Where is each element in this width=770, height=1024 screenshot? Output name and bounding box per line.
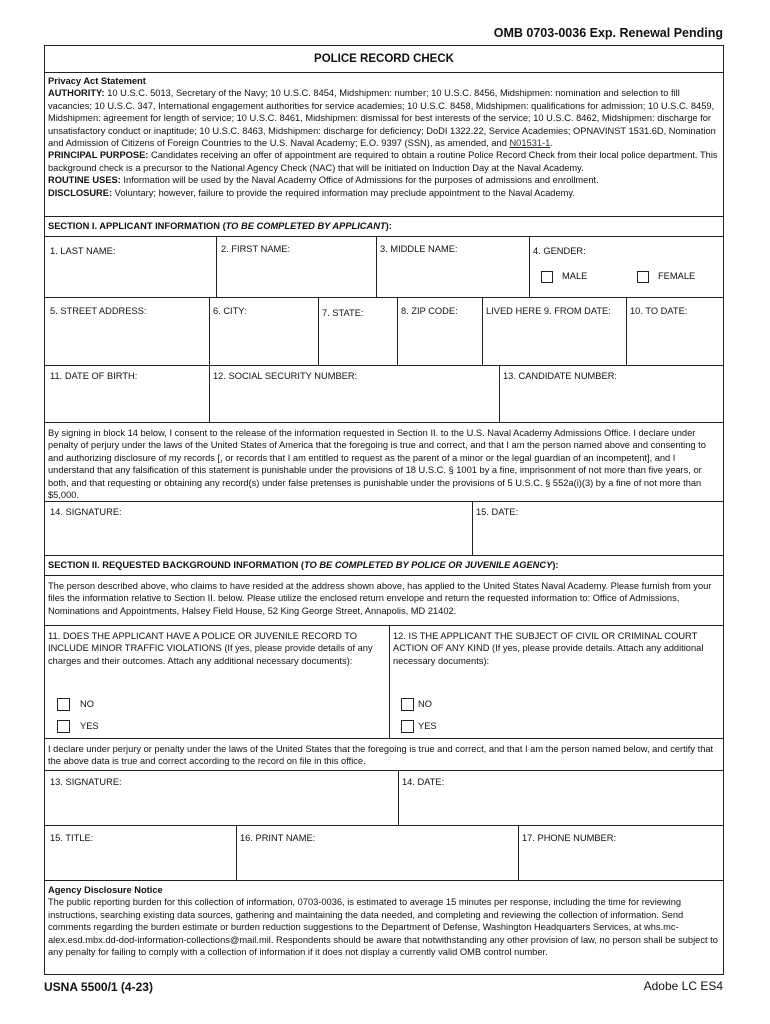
purpose-paragraph: PRINCIPAL PURPOSE: Candidates receiving an offer of appointment are required to obtain a routine Police Record Check from their local police department. This background check is a precursor to the National Agency Check (NAC) that will be initiated on Induction Day at the Naval Academy. [48, 150, 718, 173]
print-name-label: 16. PRINT NAME: [240, 833, 316, 843]
q11-yes-checkbox[interactable] [57, 720, 70, 733]
candidate-number-label: 13. CANDIDATE NUMBER: [503, 371, 617, 381]
q11-no-checkbox[interactable] [57, 698, 70, 711]
female-checkbox[interactable] [637, 271, 649, 283]
q12-yes-checkbox[interactable] [401, 720, 414, 733]
male-label: MALE [562, 271, 588, 281]
privacy-statement [48, 75, 719, 199]
first-name-label: 2. FIRST NAME: [221, 244, 291, 254]
agency-date-label: 14. DATE: [402, 777, 445, 787]
gender-label: 4. GENDER: [533, 246, 586, 256]
female-label: FEMALE [658, 271, 696, 281]
section1-heading: SECTION I. APPLICANT INFORMATION (TO BE COMPLETED BY APPLICANT): [48, 221, 392, 231]
q11-yes-label: YES [80, 721, 99, 731]
state-label: 7. STATE: [322, 308, 364, 318]
section2-intro: The person described above, who claims to have resided at the address shown above, has applied to the United States Naval Academy. Please furnish from your files the information relative to Section II. below. Please utilize the enclosed return envelope and return the requested information to: Office of Admissions, Nominations and Appointments, Halsey Field House, 52 King George Street, Annapolis, MD 21402. [48, 581, 712, 616]
form-title: POLICE RECORD CHECK [314, 53, 454, 65]
from-date-label: LIVED HERE 9. FROM DATE: [486, 306, 611, 316]
omb-number: OMB 0703-0036 Exp. Renewal Pending [493, 26, 723, 40]
agency-notice-text: The public reporting burden for this collection of information, 0703-0036, is estimated to average 15 minutes per response, including the time for reviewing instructions, searching existing data sources, gathering and maintaining the data needed, and completing and reviewing the collection of information. Send comments regarding the burden estimate or burden reduction suggestions to the Department of Defense, Washington Headquarters Services, at whs.mc-alex.esd.mbx.dd-dod-information-collections@mail.mil. Respondents should be aware that notwithstanding any other provision of law, no person shall be subject to any penalty for failing to comply with a collection of information if it does not display a currently valid OMB control number. [48, 897, 718, 958]
q12-label: 12. IS THE APPLICANT THE SUBJECT OF CIVIL OR CRIMINAL COURT ACTION OF ANY KIND (If yes, please provide details. Attach any additional necessary documents): [393, 631, 704, 666]
uses-paragraph: ROUTINE USES: Information will be used by the Naval Academy Office of Admissions for the purposes of admissions and enrollment. [48, 175, 599, 186]
agency-notice-heading: Agency Disclosure Notice [48, 885, 163, 895]
form-number: USNA 5500/1 (4-23) [44, 980, 153, 994]
privacy-heading: Privacy Act Statement [48, 76, 146, 86]
police-record-form [44, 45, 724, 975]
consent-statement: By signing in block 14 below, I consent to the release of the information requested in Section II. to the U.S. Naval Academy Admissions Office. I declare under penalty of perjury under the laws of the United States of America that the foregoing is true and correct, and that I am the person named above and consenting to and authorizing disclosure of my records [, or records that I am entitled to request as the parent of a minor or the legal guardian of an incompetent], and I understand that any falsification of this statement is punishable under the provisions of 18 U.S.C. § 1001 by a fine, imprisonment of not more than five years, or both, and that requesting or obtaining any record(s) under false pretenses is punishable under the provisions of 5 U.S.C. § 552a(i)(3) by a fine of not more than $5,000. [48, 428, 706, 501]
phone-number-label: 17. PHONE NUMBER: [522, 833, 617, 843]
n01531-link[interactable]: N01531-1 [509, 138, 551, 149]
disclosure-paragraph: DISCLOSURE: Voluntary; however, failure to provide the required information may preclude appointment to the Naval Academy. [48, 187, 575, 198]
last-name-label: 1. LAST NAME: [50, 246, 116, 256]
q12-no-checkbox[interactable] [401, 698, 414, 711]
zip-label: 8. ZIP CODE: [401, 306, 458, 316]
agency-signature-label: 13. SIGNATURE: [50, 777, 122, 787]
divider [45, 72, 723, 73]
authority-paragraph: AUTHORITY: 10 U.S.C. 5013, Secretary of the Navy; 10 U.S.C. 8454, Midshipmen: number; 10 U.S.C. 8456, Midshipmen: nomination and selection to fill vacancies; 10 U.S.C. 347, International engagement authorities for service academies; 10 U.S.C. 8458, Midshipmen: qualifications for admission; 10 U.S.C. 8459, Midshipmen: agreement for length of service; 10 U.S.C. 8461, Midshipmen: dismissal for best interests of the service; 10 U.S.C. 8462, Midshipmen: discharge for unsatisfactory conduct or inaptitude; 10 U.S.C. 8463, Midshipmen: discharge for deficiency; DoDI 1322.22, Service Academies; OPNAVINST 1531.6D, Nomination and Admission of Citizens of Foreign Countries to the U.S. Naval Academy; E.O. 9397 (SSN), as amended, and N01531-1. [48, 88, 716, 149]
q11-label: 11. DOES THE APPLICANT HAVE A POLICE OR JUVENILE RECORD TO INCLUDE MINOR TRAFFIC VIOLATIONS (If yes, please provide details of any charges and their outcomes. Attach any additional necessary documents): [48, 631, 373, 666]
q11-no-label: NO [80, 699, 94, 709]
male-checkbox[interactable] [541, 271, 553, 283]
middle-name-label: 3. MIDDLE NAME: [380, 244, 458, 254]
section2-heading: SECTION II. REQUESTED BACKGROUND INFORMATION (TO BE COMPLETED BY POLICE OR JUVENILE AGENCY): [48, 560, 559, 570]
agency-declaration: I declare under perjury or penalty under the laws of the United States that the foregoing is true and correct, and that I am the person named below, and certify that the above data is true and correct according to the record on file in this office. [48, 744, 714, 767]
q12-yes-label: YES [418, 721, 437, 731]
title-label: 15. TITLE: [50, 833, 94, 843]
q12-no-label: NO [418, 699, 432, 709]
applicant-signature-label: 14. SIGNATURE: [50, 507, 122, 517]
software-label: Adobe LC ES4 [643, 979, 723, 993]
street-address-label: 5. STREET ADDRESS: [50, 306, 147, 316]
city-label: 6. CITY: [213, 306, 247, 316]
to-date-label: 10. TO DATE: [630, 306, 688, 316]
dob-label: 11. DATE OF BIRTH: [50, 371, 138, 381]
agency-disclosure-notice [48, 884, 719, 958]
applicant-date-label: 15. DATE: [476, 507, 519, 517]
ssn-label: 12. SOCIAL SECURITY NUMBER: [213, 371, 358, 381]
